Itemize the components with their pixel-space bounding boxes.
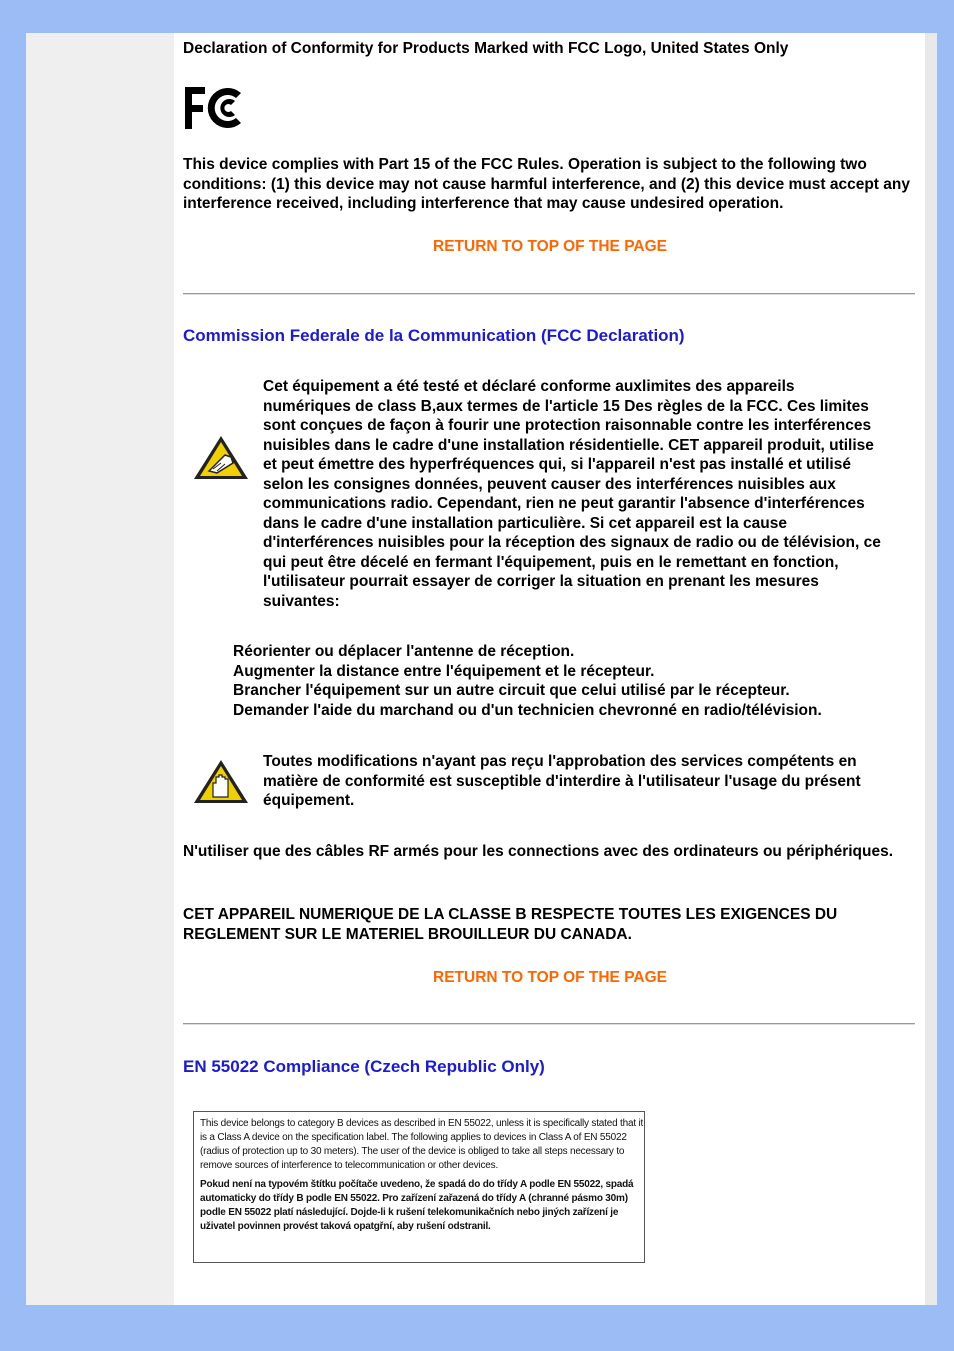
en55022-notice-image [193,1111,645,1263]
return-to-top-link[interactable]: RETURN TO TOP OF THE PAGE [433,969,667,986]
measures-list [233,642,913,720]
divider [183,1023,915,1025]
scrollbar-track[interactable] [925,33,937,1305]
left-column [26,33,174,1305]
fcc-body: This device complies with Part 15 of the FCC Rules. Operation is subject to the following two conditions: (1) this device may not cause harmful interference, and (2) this device must accept any interference received, including interference that may cause undesired operation. [183,156,910,212]
return-to-top-link[interactable]: RETURN TO TOP OF THE PAGE [433,238,667,255]
fcc-title: Declaration of Conformity for Products Marked with FCC Logo, United States Only [183,40,789,57]
canada-heading: Commission Federale de la Communication (FCC Declaration) [183,326,685,345]
class-b-statement: CET APPAREIL NUMERIQUE DE LA CLASSE B RESPECTE TOUTES LES EXIGENCES DU REGLEMENT SUR LE MATERIEL BROUILLEUR DU CANADA. [183,906,838,943]
en55022-heading: EN 55022 Compliance (Czech Republic Only) [183,1057,545,1076]
list-item: Réorienter ou déplacer l'antenne de réception. [233,643,575,660]
list-item: Brancher l'équipement sur un autre circuit que celui utilisé par le récepteur. [233,682,790,699]
fcc-logo-icon [183,85,245,137]
canada-warning-1: Cet équipement a été testé et déclaré conforme auxlimites des appareils numériques de class B,aux termes de l'article 15 Des règles de la FCC. Ces limites sont conçues de façon à fourir une protection raisonnable contre les interférences nuisibles dans le cadre d'une installation résidentielle. CET appareil produit, utilise et peut émettre des hyperfréquences qui, si l'appareil n'est pas installé et utilisé selon les consignes données, peuvent causer des interférences nuisibles aux communications radio. Cependant, rien ne peut garantir l'absence d'interférences dans le cadre d'une installation particulière. Si cet appareil est la cause d'interférences nuisibles pour la réception des signaux de radio ou de télévision, ce qui peut être décelé en fermant l'équipement, puis en le remettant en fonction, l'utilisateur pourrait essayer de corriger la situation en prenant les mesures suivantes: [263,378,881,610]
notice-english: This device belongs to category B devices as described in EN 55022, unless it is specifically stated that it is a Class A device on the specification label. The following applies to devices in Class A of EN 55022 (radius of protection up to 30 meters). The user of the device is obliged to take all steps necessary to remove sources of interference to telecommunication or other devices. [200,1118,644,1171]
cables-note: N'utiliser que des câbles RF armés pour les connections avec des ordinateurs ou périphériques. [183,843,894,860]
warning-hand-icon [191,757,251,813]
list-item: Augmenter la distance entre l'équipement et le récepteur. [233,662,655,680]
divider [183,293,915,295]
list-item: Demander l'aide du marchand ou d'un technicien chevronné en radio/télévision. [233,701,822,719]
page-sheet [26,33,937,1305]
notice-czech: Pokud není na typovém štítku počítače uvedeno, že spadá do do třídy A podle EN 55022, spadá automaticky do třídy B podle EN 55022. Pro zařízení zařazená do třídy A (chranné pásmo 30m) podle EN 55022 platí následující. Dojde-li k rušení telekomunikačních nebo jiných zařízení je uživatel povinnen provést taková opatgřní, aby rušení odstranil. [200,1179,634,1232]
canada-warning-2: Toutes modifications n'ayant pas reçu l'approbation des services compétents en matière de conformité est susceptible d'interdire à l'utilisateur l'usage du présent équipement. [263,753,861,809]
warning-hand-icon [191,433,251,489]
